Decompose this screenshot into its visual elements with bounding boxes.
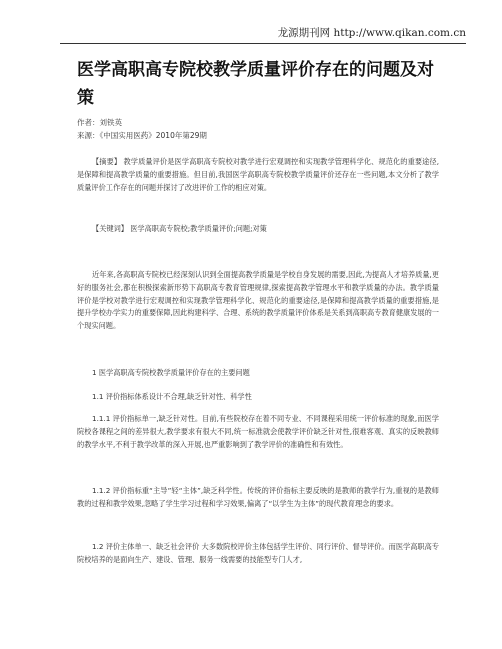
header-source: 龙源期刊网 http://www.qikan.com.cn xyxy=(277,27,466,39)
paragraph-1-1-2: 1.1.2 评价指标重“主导”轻“主体”,缺乏科学性。传统的评价指标主要反映的是教师的教学行为,重视的是教师教的过程和教学效果,忽略了学生学习过程和学习效果,偏离了“以学生为主体”的现代教育理念的要求。 xyxy=(77,486,439,508)
section-heading-1: 1 医学高职高专院校教学质量评价存在的主要问题 xyxy=(92,368,250,377)
article-title: 医学高职高专院校教学质量评价存在的问题及对策 xyxy=(77,60,434,108)
paragraph-1-2: 1.2 评价主体单一、缺乏社会评价 大多数院校评价主体包括学生评价、同行评价、督导评价。而医学高职高专院校培养的是面向生产、建设、管理、服务一线需要的技能型专门人才, xyxy=(77,542,439,564)
article-author: 作者：刘铁英 xyxy=(77,118,122,127)
abstract: 【摘要】 教学质量评价是医学高职高专院校对教学进行宏观调控和实现教学管理科学化、规范化的重要途径,是保障和提高教学质量的重要措施。但目前,我国医学高职高专院校教学质量评价还存在一些问题,本文分析了教学质量评价工作存在的问题并探讨了改进评价工作的相应对策。 xyxy=(77,157,439,192)
section-heading-1-1: 1.1 评价指标体系设计不合理,缺乏针对性、科学性 xyxy=(92,392,252,401)
intro-paragraph: 近年来,各高职高专院校已经深刻认识到全面提高教学质量是学校自身发展的需要,因此,为提高人才培养质量,更好的服务社会,都在积极探索新形势下高职高专教育管理规律,探索提高教学管理水平和教学质量的办法。教学质量评价是学校对教学进行宏观调控和实现教学管理科学化、规范化的重要途径,是保障和提高教学质量的重要措施,是提升学校办学实力的重要保障,因此构建科学、合理、系统的教学质量评价体系是关系到高职高专教育健康发展的一个现实问题。 xyxy=(77,270,439,331)
keywords: 【关键词】 医学高职高专院校;教学质量评价;问题;对策 xyxy=(92,224,267,233)
paragraph-1-1-1: 1.1.1 评价指标单一,缺乏针对性。目前,有些院校存在着不同专业、不同课程采用统一评价标准的现象,而医学院校各课程之间的差异很大,教学要求有很大不同,统一标准就会使教学评价缺乏针对性,很难客观、真实的反映教师的教学水平,不利于教学改革的深入开展,也严重影响到了教学评价的准确性和有效性。 xyxy=(77,414,439,449)
header-divider xyxy=(60,43,466,44)
article-source: 来源：《中国实用医药》2010年第29期 xyxy=(77,131,207,140)
